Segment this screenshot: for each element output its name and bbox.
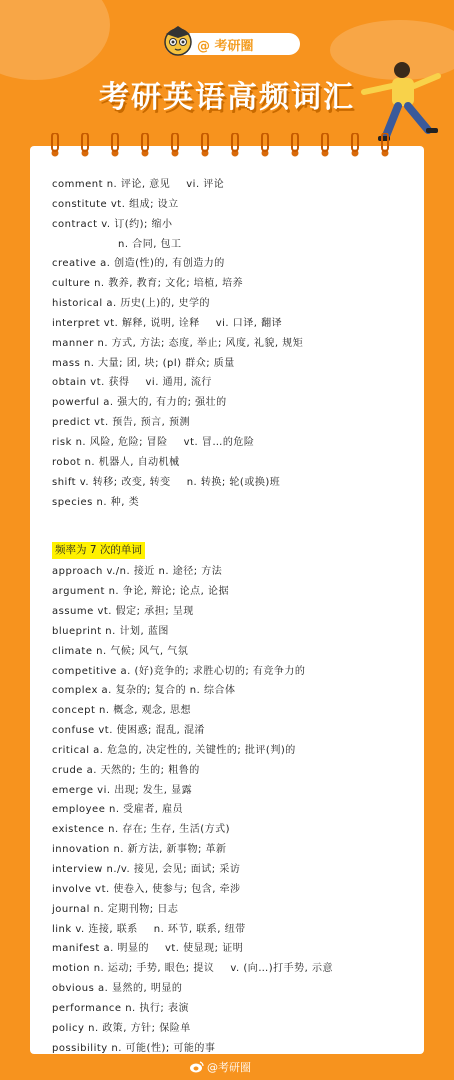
entry-text: powerful a. 强大的, 有力的; 强壮的 (52, 397, 227, 409)
watermark (190, 1059, 251, 1075)
entry-secondary-text: vi. 口译, 翻译 (215, 317, 283, 329)
vocabulary-entry (52, 334, 420, 354)
entry-text: performance n. 执行; 表演 (52, 1002, 189, 1014)
entry-text: innovation n. 新方法, 新事物; 革新 (52, 844, 227, 856)
binder-ring-icon (260, 133, 270, 159)
vocabulary-entry (52, 741, 420, 761)
entry-secondary-text: n. 环节, 联系, 纽带 (153, 923, 246, 935)
entry-secondary-text: n. 转换; 轮(或换)班 (186, 476, 281, 488)
vocabulary-entry (52, 681, 420, 701)
entry-text: robot n. 机器人, 自动机械 (52, 456, 180, 468)
binder-ring-icon (230, 133, 240, 159)
entry-text: journal n. 定期刊物; 日志 (52, 903, 179, 915)
vocabulary-entry (52, 393, 420, 413)
binder-ring-icon (80, 133, 90, 159)
entry-text: confuse vt. 使困惑; 混乱, 混淆 (52, 725, 205, 737)
vocabulary-entry (52, 354, 420, 374)
vocabulary-entry (52, 294, 420, 314)
entry-text: obvious a. 显然的, 明显的 (52, 983, 183, 995)
vocabulary-entry (52, 433, 420, 453)
entry-secondary-text: v. (向…)打手势, 示意 (230, 963, 334, 975)
binder-ring-icon (350, 133, 360, 159)
spacer (52, 512, 420, 538)
vocabulary-entry (52, 314, 420, 334)
entry-text: assume vt. 假定; 承担; 呈现 (52, 606, 194, 618)
vocabulary-entry (52, 453, 420, 473)
vocabulary-entry (52, 701, 420, 721)
vocabulary-entry (52, 235, 420, 255)
entry-text: risk n. 风险, 危险; 冒险 (52, 436, 168, 448)
entry-text: employee n. 受雇者, 雇员 (52, 804, 184, 816)
entry-text: policy n. 政策, 方针; 保险单 (52, 1022, 191, 1034)
vocabulary-group-a (52, 175, 420, 512)
binder-ring-icon (200, 133, 210, 159)
vocabulary-entry (52, 939, 420, 959)
vocabulary-entry (52, 721, 420, 741)
entry-text: n. 合同, 包工 (118, 238, 182, 250)
entry-text: involve vt. 使卷入, 使参与; 包含, 牵涉 (52, 883, 241, 895)
entry-text: crude a. 天然的; 生的; 粗鲁的 (52, 764, 200, 776)
vocabulary-entry (52, 781, 420, 801)
entry-text: concept n. 概念, 观念, 思想 (52, 705, 191, 717)
vocabulary-entry (52, 999, 420, 1019)
vocabulary-entry (52, 215, 420, 235)
vocabulary-list (52, 175, 420, 1058)
mascot-icon (160, 22, 196, 58)
entry-text: interview n./v. 接见, 会见; 面试; 采访 (52, 864, 241, 875)
watermark-text: @考研圈 (207, 1061, 251, 1074)
vocabulary-entry (52, 761, 420, 781)
entry-secondary-text: vi. 通用, 流行 (145, 377, 212, 389)
entry-text: manifest a. 明显的 (52, 943, 149, 955)
vocabulary-entry (52, 473, 420, 493)
binder-ring-icon (290, 133, 300, 159)
entry-secondary-text: vt. 使显现; 证明 (164, 943, 244, 955)
entry-text: culture n. 教养, 教育; 文化; 培植, 培养 (52, 278, 244, 290)
vocabulary-entry (52, 662, 420, 682)
binder-ring-icon (380, 133, 390, 159)
entry-text: creative a. 创造(性)的, 有创造力的 (52, 258, 225, 270)
entry-text: climate n. 气候; 风气, 气氛 (52, 645, 189, 657)
entry-text: obtain vt. 获得 (52, 377, 130, 389)
entry-text: manner n. 方式, 方法; 态度, 举止; 风度, 礼貌, 规矩 (52, 337, 304, 349)
vocabulary-entry (52, 820, 420, 840)
entry-text: argument n. 争论, 辩论; 论点, 论据 (52, 586, 230, 598)
page-title: 考研英语高频词汇 (99, 80, 355, 115)
vocabulary-entry (52, 1019, 420, 1039)
vocabulary-entry (52, 602, 420, 622)
entry-text: historical a. 历史(上)的, 史学的 (52, 298, 210, 310)
vocabulary-entry (52, 840, 420, 860)
entry-text: existence n. 存在; 生存, 生活(方式) (52, 824, 231, 836)
vocabulary-entry (52, 642, 420, 662)
entry-text: contract v. 订(约); 缩小 (52, 218, 173, 230)
vocabulary-entry (52, 920, 420, 940)
entry-text: critical a. 危急的, 决定性的, 关键性的; 批评(判)的 (52, 744, 296, 756)
entry-text: motion n. 运动; 手势, 眼色; 提议 (52, 963, 215, 975)
entry-text: link v. 连接, 联系 (52, 923, 138, 935)
vocabulary-entry (52, 959, 420, 979)
vocabulary-entry (52, 562, 420, 582)
vocabulary-entry (52, 860, 420, 880)
vocabulary-entry (52, 373, 420, 393)
vocabulary-entry (52, 274, 420, 294)
vocabulary-entry (52, 800, 420, 820)
vocabulary-entry (52, 979, 420, 999)
entry-text: comment n. 评论, 意见 (52, 179, 171, 190)
entry-text: competitive a. (好)竞争的; 求胜心切的; 有竞争力的 (52, 665, 306, 677)
binder-ring-icon (50, 133, 60, 159)
entry-text: species n. 种, 类 (52, 496, 140, 508)
entry-secondary-text: vi. 评论 (186, 179, 225, 190)
entry-text: possibility n. 可能(性); 可能的事 (52, 1042, 216, 1054)
entry-text: emerge vi. 出现; 发生, 显露 (52, 784, 193, 796)
vocabulary-entry (52, 900, 420, 920)
background-blob (0, 0, 110, 80)
vocabulary-entry (52, 493, 420, 513)
entry-text: mass n. 大量; 团, 块; (pl) 群众; 质量 (52, 357, 235, 369)
binder-rings (30, 133, 424, 161)
vocabulary-entry (52, 195, 420, 215)
entry-text: complex a. 复杂的; 复合的 n. 综合体 (52, 685, 236, 697)
entry-text: predict vt. 预告, 预言, 预测 (52, 417, 191, 429)
vocabulary-entry (52, 880, 420, 900)
binder-ring-icon (110, 133, 120, 159)
vocabulary-entry (52, 1039, 420, 1059)
section-heading: 频率为 7 次的单词 (52, 542, 145, 559)
binder-ring-icon (170, 133, 180, 159)
weibo-icon (190, 1061, 204, 1073)
vocabulary-entry (52, 622, 420, 642)
binder-ring-icon (320, 133, 330, 159)
badge-text: @ 考研圈 (197, 38, 254, 54)
entry-text: shift v. 转移; 改变, 转变 (52, 476, 171, 488)
vocabulary-entry (52, 254, 420, 274)
binder-ring-icon (140, 133, 150, 159)
entry-text: interpret vt. 解释, 说明, 诠释 (52, 317, 200, 329)
vocabulary-group-b (52, 562, 420, 1058)
entry-text: approach v./n. 接近 n. 途径; 方法 (52, 566, 223, 578)
vocabulary-entry (52, 413, 420, 433)
vocabulary-entry (52, 582, 420, 602)
vocabulary-entry (52, 175, 420, 195)
entry-text: constitute vt. 组成; 设立 (52, 198, 179, 210)
entry-text: blueprint n. 计划, 蓝图 (52, 625, 169, 637)
entry-secondary-text: vt. 冒…的危险 (183, 436, 255, 448)
